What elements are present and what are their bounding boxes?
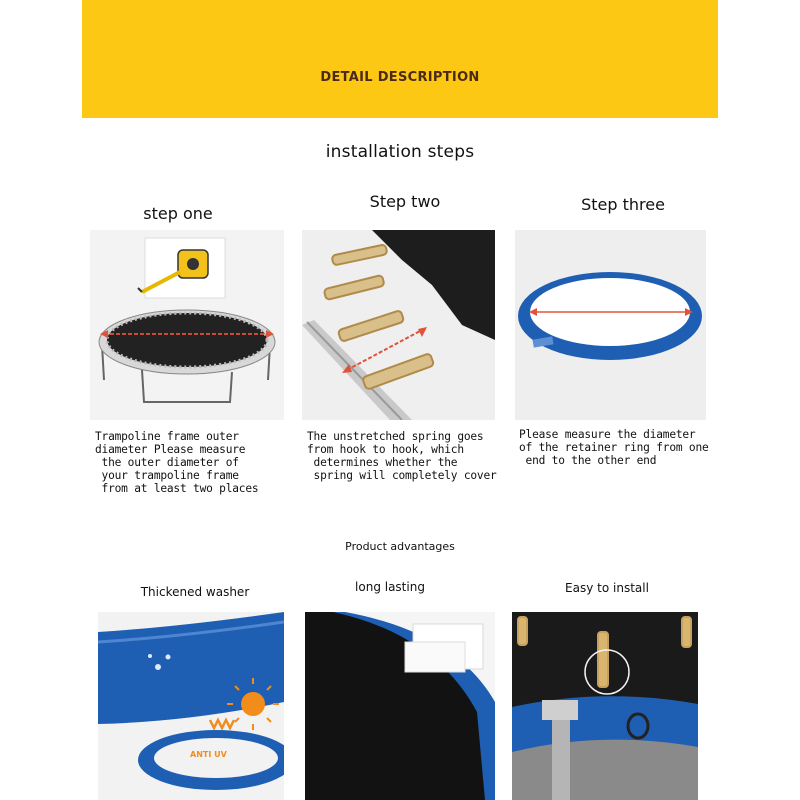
step-two-caption: The unstretched spring goes from hook to hook, which determines whether the spring will completely cover (307, 430, 497, 482)
step-one-title: step one (143, 204, 213, 223)
long-lasting-title: long lasting (355, 580, 425, 594)
banner-title: DETAIL DESCRIPTION (320, 70, 480, 85)
step-three-caption: Please measure the diameter of the retainer ring from one end to the other end (519, 428, 709, 467)
step-three-title: Step three (581, 195, 665, 214)
spring-measure-photo (302, 230, 495, 420)
pad-measure-photo (515, 230, 706, 420)
trampoline-measure-photo (90, 230, 284, 420)
installation-heading: installation steps (325, 142, 475, 162)
anti-uv-badge: ANTI UV (190, 750, 227, 759)
padded-cover-photo (98, 612, 284, 800)
pad-mat-photo (305, 612, 495, 800)
spring-pad-photo (512, 612, 698, 800)
step-one-caption: Trampoline frame outer diameter Please measure the outer diameter of your trampoline frame from at least two places (95, 430, 259, 495)
step-two-title: Step two (369, 192, 441, 211)
easy-install-title: Easy to install (565, 581, 649, 595)
thickened-washer-title: Thickened washer (140, 585, 250, 599)
advantages-heading: Product advantages (345, 540, 455, 553)
header-banner (82, 0, 718, 118)
